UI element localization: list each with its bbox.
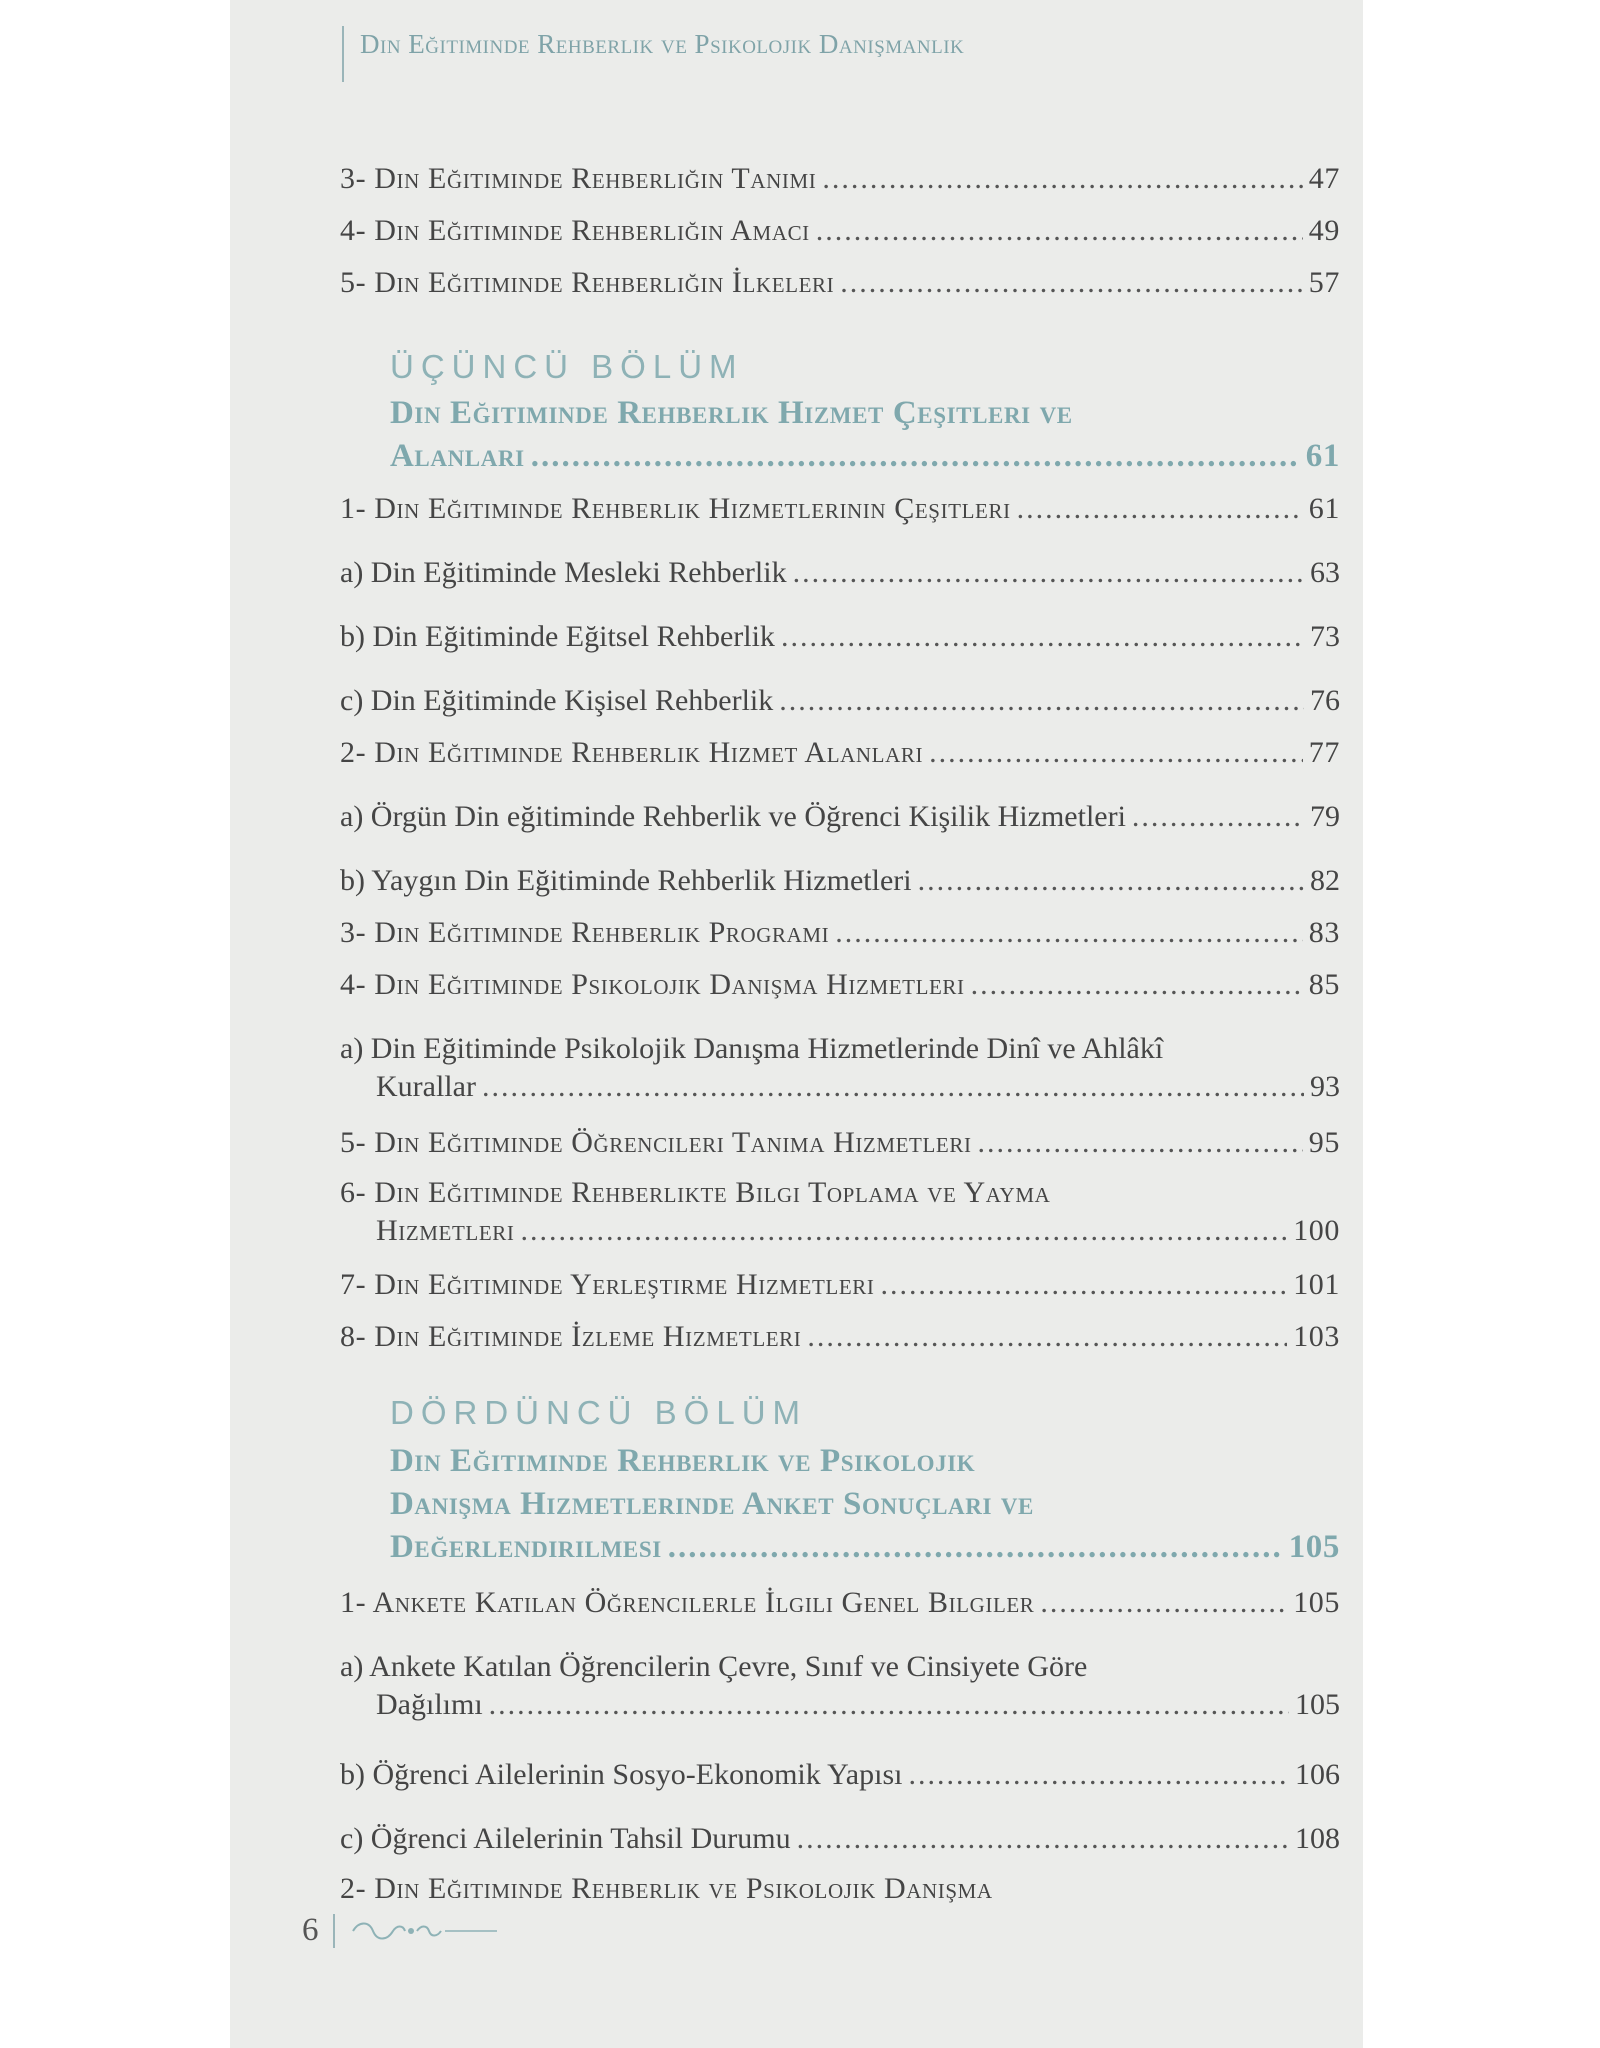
toc-entry bbox=[340, 914, 1340, 952]
dot-leader bbox=[520, 1212, 1287, 1250]
toc-entry bbox=[340, 1756, 1340, 1794]
toc-entry-label: 1- Ankete Katılan Öğrencilerle İlgili Genel Bilgiler bbox=[340, 1586, 1035, 1619]
toc-entry bbox=[340, 1318, 1340, 1356]
section-title-line: Din Eğitiminde Rehberlik ve Psikolojik bbox=[390, 1443, 976, 1479]
toc-entry-page: 105 bbox=[1293, 1586, 1340, 1619]
section-title bbox=[390, 1440, 1340, 1569]
toc-entry-page: 93 bbox=[1310, 1070, 1340, 1103]
toc-entry-page: 57 bbox=[1308, 266, 1340, 299]
toc-entry-page: 63 bbox=[1310, 556, 1340, 589]
toc-entry-page: 101 bbox=[1293, 1268, 1340, 1301]
dot-leader bbox=[971, 966, 1303, 1004]
toc-entry-label: 5- Din Eğitiminde Rehberliğin İlkeleri bbox=[340, 266, 835, 299]
toc-entry-page: 106 bbox=[1295, 1758, 1340, 1791]
section-title-page: 105 bbox=[1288, 1529, 1340, 1565]
dot-leader bbox=[781, 618, 1304, 656]
dot-leader bbox=[489, 1686, 1289, 1724]
toc-entry-page: 85 bbox=[1308, 968, 1340, 1001]
section-title-line: Din Eğitiminde Rehberlik Hizmet Çeşitleri ve bbox=[390, 395, 1073, 431]
toc-entry bbox=[340, 966, 1340, 1004]
toc-entry-label: b) Öğrenci Ailelerinin Sosyo-Ekonomik Yapısı bbox=[340, 1758, 903, 1791]
running-head: Din Eğitiminde Rehberlik ve Psikolojik Danışmanlık bbox=[342, 26, 964, 82]
toc-entry bbox=[340, 264, 1340, 302]
toc-entry-label-cont: Hizmetleri bbox=[376, 1214, 515, 1247]
toc-entry bbox=[340, 734, 1340, 772]
page-folio bbox=[302, 1912, 499, 1949]
toc-entry-label: b) Yaygın Din Eğitiminde Rehberlik Hizmetleri bbox=[340, 864, 912, 897]
toc-entry-label: a) Din Eğitiminde Mesleki Rehberlik bbox=[340, 556, 787, 589]
toc-entry-page: 73 bbox=[1310, 620, 1340, 653]
toc-entry bbox=[340, 1266, 1340, 1304]
dot-leader bbox=[793, 554, 1304, 592]
toc-entry-label: 7- Din Eğitiminde Yerleştirme Hizmetleri bbox=[340, 1268, 875, 1301]
section-title-page: 61 bbox=[1305, 438, 1340, 474]
section-label: ÜÇÜNCÜ BÖLÜM bbox=[390, 348, 744, 385]
toc-entry bbox=[340, 682, 1340, 720]
book-page bbox=[230, 0, 1363, 2048]
toc-entry bbox=[340, 490, 1340, 528]
toc-entry-label: c) Din Eğitiminde Kişisel Rehberlik bbox=[340, 684, 774, 717]
toc-entry bbox=[340, 1820, 1340, 1858]
toc-entry-label: 4- Din Eğitiminde Rehberliğin Amacı bbox=[340, 214, 810, 247]
toc-entry-label: a) Din Eğitiminde Psikolojik Danışma Hizmetlerinde Dinî ve Ahlâkî bbox=[340, 1032, 1164, 1065]
toc-entry-page: 47 bbox=[1308, 162, 1340, 195]
ornament-icon bbox=[349, 1919, 499, 1943]
dot-leader bbox=[929, 734, 1303, 772]
toc-entry-label: b) Din Eğitiminde Eğitsel Rehberlik bbox=[340, 620, 775, 653]
toc-entry-page: 77 bbox=[1308, 736, 1340, 769]
toc-entry-page: 105 bbox=[1295, 1688, 1340, 1721]
section-title bbox=[390, 392, 1340, 478]
toc-entry-label: 2- Din Eğitiminde Rehberlik Hizmet Alanları bbox=[340, 736, 924, 769]
dot-leader bbox=[840, 264, 1303, 302]
toc-entry bbox=[340, 1174, 1340, 1250]
dot-leader bbox=[797, 1820, 1289, 1858]
dot-leader bbox=[978, 1124, 1303, 1162]
section-label: DÖRDÜNCÜ BÖLÜM bbox=[390, 1394, 808, 1431]
toc-entry-label: 8- Din Eğitiminde İzleme Hizmetleri bbox=[340, 1320, 802, 1353]
toc-entry-label: 4- Din Eğitiminde Psikolojik Danışma Hizmetleri bbox=[340, 968, 965, 1001]
dot-leader bbox=[482, 1068, 1304, 1106]
toc-entry-page: 82 bbox=[1310, 864, 1340, 897]
toc-entry-label: 1- Din Eğitiminde Rehberlik Hizmetlerinin Çeşitleri bbox=[340, 492, 1011, 525]
toc-entry-page: 61 bbox=[1308, 492, 1340, 525]
toc-entry bbox=[340, 1124, 1340, 1162]
toc-entry bbox=[340, 862, 1340, 900]
toc-entry-label: a) Ankete Katılan Öğrencilerin Çevre, Sınıf ve Cinsiyete Göre bbox=[340, 1650, 1088, 1683]
toc-entry-label: c) Öğrenci Ailelerinin Tahsil Durumu bbox=[340, 1822, 791, 1855]
toc-entry-page: 76 bbox=[1310, 684, 1340, 717]
toc-entry-label: 3- Din Eğitiminde Rehberliğin Tanımı bbox=[340, 162, 817, 195]
toc-entry-page: 103 bbox=[1293, 1320, 1340, 1353]
toc-entry-page: 108 bbox=[1295, 1822, 1340, 1855]
dot-leader bbox=[1132, 798, 1304, 836]
toc-entry-label-cont: Dağılımı bbox=[376, 1688, 483, 1721]
dot-leader bbox=[918, 862, 1304, 900]
dot-leader bbox=[908, 1756, 1289, 1794]
toc-entry bbox=[340, 1584, 1340, 1622]
toc-entry-page: 95 bbox=[1308, 1126, 1340, 1159]
toc-entry bbox=[340, 1648, 1340, 1724]
page-number: 6 bbox=[302, 1912, 319, 1948]
toc-entry bbox=[340, 1030, 1340, 1106]
toc-entry bbox=[340, 1870, 1340, 1908]
toc-entry-label: 2- Din Eğitiminde Rehberlik ve Psikolojik Danışma bbox=[340, 1872, 993, 1905]
toc-entry bbox=[340, 160, 1340, 198]
toc-entry-label: 6- Din Eğitiminde Rehberlikte Bilgi Toplama ve Yayma bbox=[340, 1176, 1051, 1209]
toc-entry bbox=[340, 554, 1340, 592]
dot-leader bbox=[835, 914, 1303, 952]
dot-leader bbox=[531, 435, 1300, 478]
dot-leader bbox=[668, 1526, 1283, 1569]
section-title-line: Alanları bbox=[390, 438, 525, 474]
dot-leader bbox=[1017, 490, 1303, 528]
toc-entry bbox=[340, 618, 1340, 656]
toc-entry-label: 5- Din Eğitiminde Öğrencileri Tanıma Hizmetleri bbox=[340, 1126, 972, 1159]
toc-entry bbox=[340, 798, 1340, 836]
toc-entry-label: a) Örgün Din eğitiminde Rehberlik ve Öğrenci Kişilik Hizmetleri bbox=[340, 800, 1126, 833]
section-title-line: Değerlendirilmesi bbox=[390, 1529, 662, 1565]
dot-leader bbox=[779, 682, 1304, 720]
toc-entry-page: 79 bbox=[1310, 800, 1340, 833]
dot-leader bbox=[1040, 1584, 1287, 1622]
dot-leader bbox=[807, 1318, 1287, 1356]
section-title-line: Danışma Hizmetlerinde Anket Sonuçları ve bbox=[390, 1486, 1034, 1522]
toc-entry-page: 83 bbox=[1308, 916, 1340, 949]
toc-entry-page: 100 bbox=[1293, 1214, 1340, 1247]
toc-entry-page: 49 bbox=[1308, 214, 1340, 247]
dot-leader bbox=[880, 1266, 1287, 1304]
toc-entry-label: 3- Din Eğitiminde Rehberlik Programı bbox=[340, 916, 830, 949]
toc-entry-label-cont: Kurallar bbox=[376, 1070, 476, 1103]
toc-entry bbox=[340, 212, 1340, 250]
folio-divider bbox=[333, 1914, 335, 1948]
dot-leader bbox=[816, 212, 1303, 250]
dot-leader bbox=[822, 160, 1302, 198]
